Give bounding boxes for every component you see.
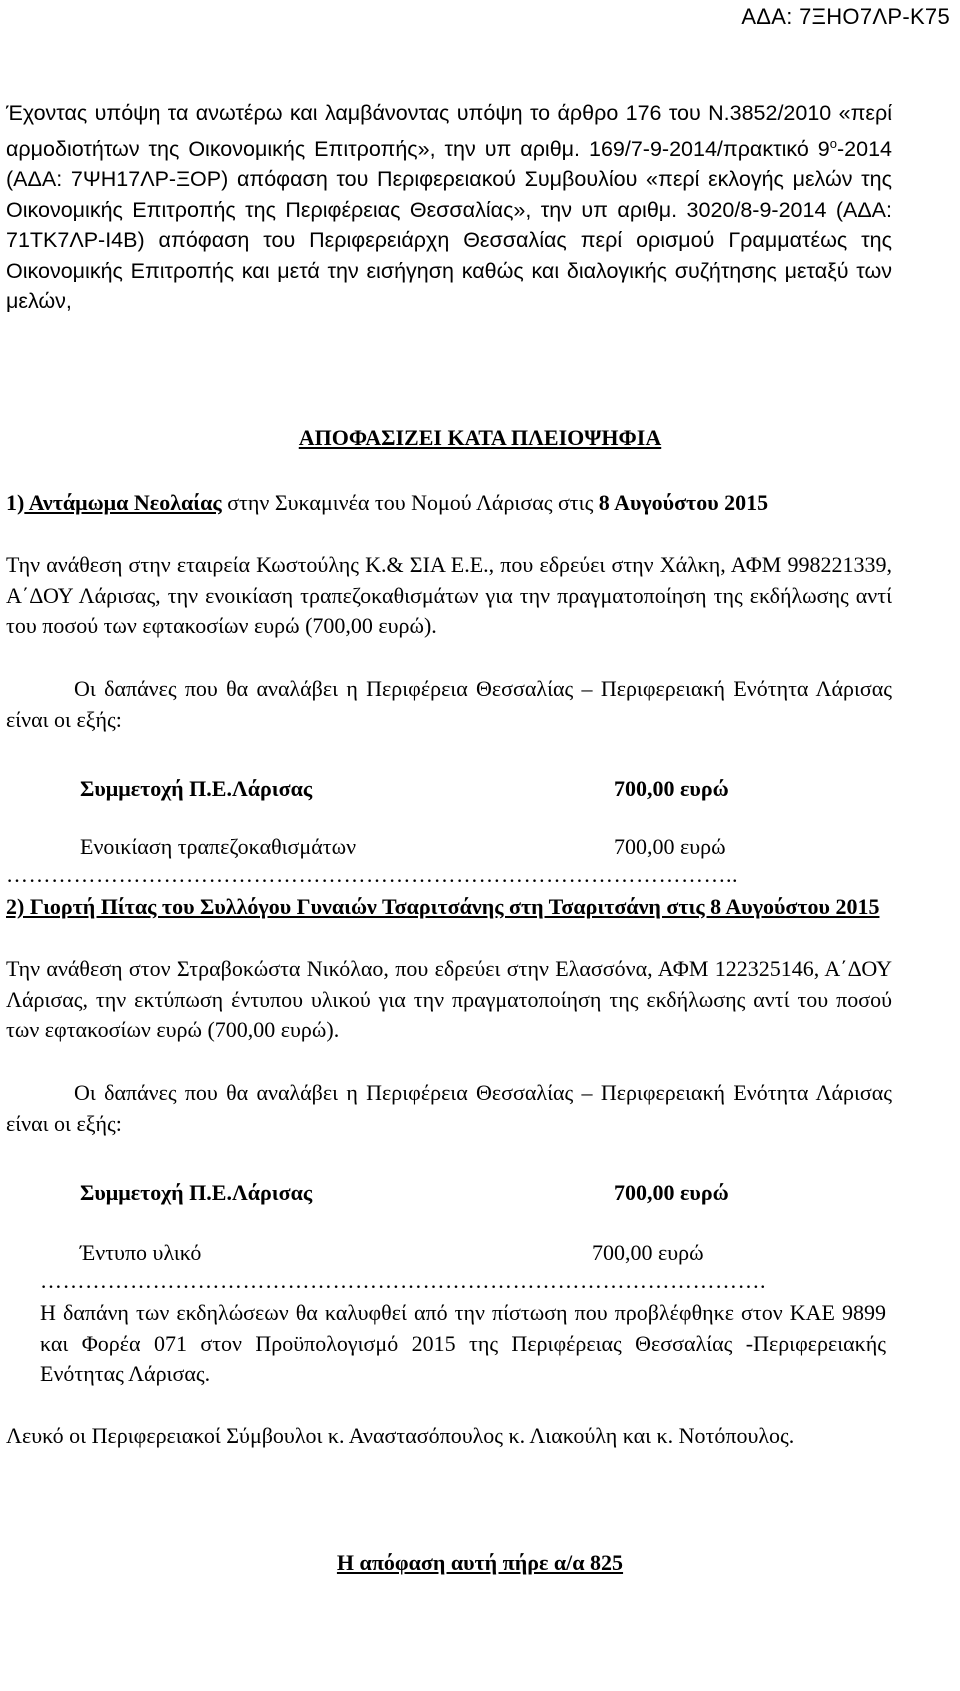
cost-label: Έντυπο υλικό: [80, 1240, 202, 1265]
item2-title: 2) Γιορτή Πίτας του Συλλόγου Γυναιών Τσαριτσάνης στη Τσαριτσάνη στις 8 Αυγούστου 2015: [6, 894, 880, 919]
item1-event-title: Αντάμωμα Νεολαίας: [24, 490, 222, 515]
intro-text-part-b: -2014 (ΑΔΑ: 7ΨΗ17ΛΡ-ΞΟΡ) απόφαση του Περιφερειακού Συμβουλίου «περί εκλογής μελών της Οικονομικής Επιτροπής της Περιφέρειας Θεσσαλίας», την υπ αριθμ. 3020/8-9-2014 (ΑΔΑ: 71ΤΚ7ΛΡ-Ι4Β) απόφαση του Περιφερειάρχη Θεσσαλίας περί ορισμού Γραμματέως της Οικονομικής Επιτροπής και μετά την εισήγηση καθώς και διαλογικής συζήτησης μεταξύ των μελών,: [6, 136, 892, 314]
decision-number: Η απόφαση αυτή πήρε α/α 825: [336, 1550, 624, 1575]
cost-value: 700,00 ευρώ: [614, 776, 729, 801]
item1-number: 1): [6, 490, 25, 515]
item2-costs-intro: Οι δαπάνες που θα αναλάβει η Περιφέρεια Θεσσαλίας – Περιφερειακή Ενότητα Λάρισας είναι οι εξής:: [6, 1080, 892, 1136]
ordinal-superscript: ο: [829, 135, 837, 151]
item2-body: Την ανάθεση στον Στραβοκώστα Νικόλαο, που εδρεύει στην Ελασσόνα, ΑΦΜ 122325146, Α΄ΔΟΥ Λάρισας, την εκτύπωση έντυπου υλικού για την πραγματοποίηση της εκδήλωσης αντί του ποσού των εφτακοσίων ευρώ (700,00 ευρώ).: [6, 956, 892, 1042]
intro-paragraph: [6, 98, 892, 317]
item1-body: Την ανάθεση στην εταιρεία Κωστούλης Κ.& ΣΙΑ Ε.Ε., που εδρεύει στην Χάλκη, ΑΦΜ 998221339, Α΄ΔΟΥ Λάρισας, την ενοικίαση τραπεζοκαθισμάτων για την πραγματοποίηση της εκδήλωσης αντί του ποσού των εφτακοσίων ευρώ (700,00 ευρώ).: [6, 552, 892, 638]
cost-value: 700,00 ευρώ: [592, 1240, 704, 1265]
ada-header: ΑΔΑ: 7ΞΗΟ7ΛΡ-Κ75: [741, 4, 950, 29]
item2-separator: …………………………………………………………………………………….: [40, 1268, 766, 1293]
item1-title: [6, 488, 892, 519]
item1-location: στην Συκαμινέα του Νομού Λάρισας στις: [221, 490, 599, 515]
cost-label: Ενοικίαση τραπεζοκαθισμάτων: [80, 834, 357, 859]
cost-value: 700,00 ευρώ: [614, 1180, 729, 1205]
cost-label: Συμμετοχή Π.Ε.Λάρισας: [80, 1180, 313, 1205]
blank-votes-paragraph: Λευκό οι Περιφερειακοί Σύμβουλοι κ. Αναστασόπουλος κ. Λιακούλη και κ. Νοτόπουλος.: [6, 1423, 795, 1448]
decision-heading: ΑΠΟΦΑΣΙΖΕΙ ΚΑΤΑ ΠΛΕΙΟΨΗΦΙΑ: [298, 425, 662, 450]
funding-paragraph: Η δαπάνη των εκδηλώσεων θα καλυφθεί από την πίστωση που προβλέφθηκε στον ΚΑΕ 9899 και Φορέα 071 στον Προϋπολογισμό 2015 της Περιφέρειας Θεσσαλίας -Περιφερειακής Ενότητας Λάρισας.: [40, 1300, 886, 1386]
cost-value: 700,00 ευρώ: [614, 834, 726, 859]
item1-costs-intro: Οι δαπάνες που θα αναλάβει η Περιφέρεια Θεσσαλίας – Περιφερειακή Ενότητα Λάρισας είναι οι εξής:: [6, 676, 892, 732]
cost-label: Συμμετοχή Π.Ε.Λάρισας: [80, 776, 313, 801]
item1-separator: ……………………………………………………………………………………..: [6, 862, 738, 887]
intro-text-part-a: Έχοντας υπόψη τα ανωτέρω και λαμβάνοντας υπόψη το άρθρο 176 του Ν.3852/2010 «περί αρμοδιοτήτων της Οικονομικής Επιτροπής», την υπ αριθμ. 169/7-9-2014/πρακτικό 9: [6, 101, 892, 161]
item1-date: 8 Αυγούστου 2015: [598, 490, 769, 515]
